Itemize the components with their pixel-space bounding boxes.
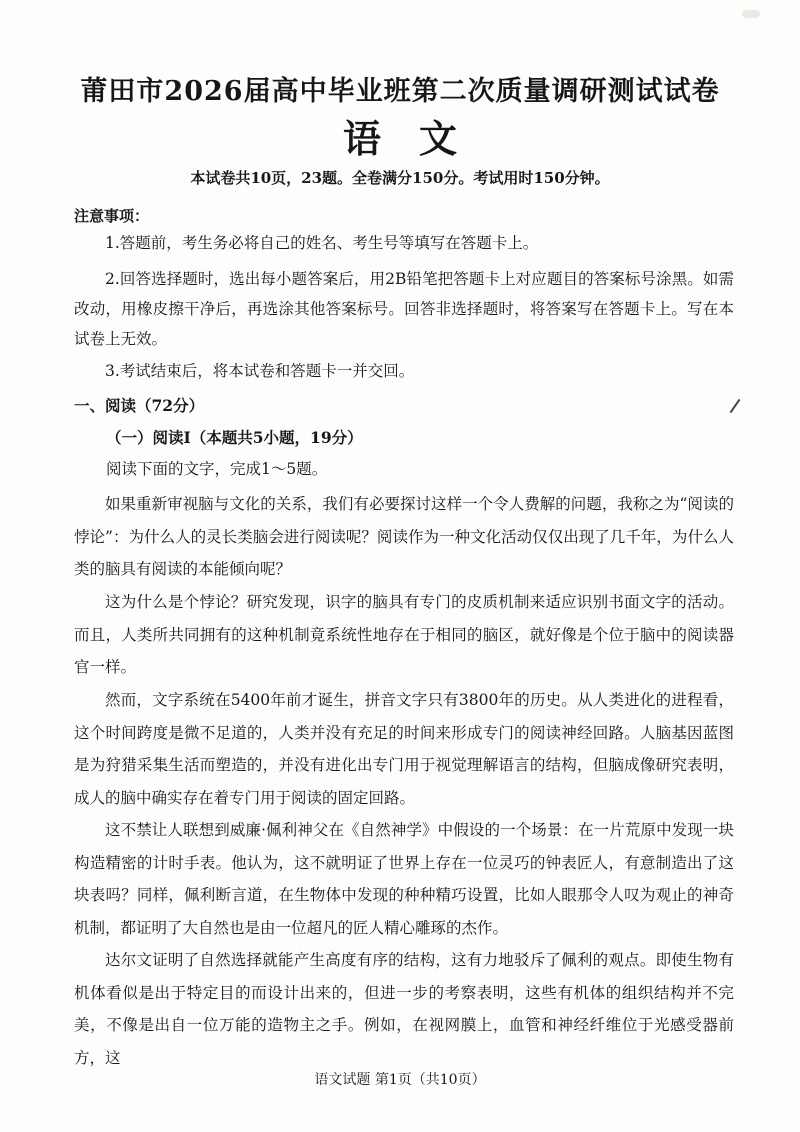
subsection-heading: （一）阅读Ⅰ（本题共5小题，19分） (106, 428, 363, 447)
passage-paragraph-4: 这不禁让人联想到威廉·佩利神父在《自然神学》中假设的一个场景：在一片荒原中发现一块构造精密的计时手表。他认为，这不就明证了世界上存在一位灵巧的钟表匠人，有意制造出了这块表吗？同样，佩利断言道，在生物体中发现的种种精巧设置，比如人眼那令人叹为观止的神奇机制，都证明了大自然也是由一位超凡的匠人精心雕琢的杰作。 (74, 821, 734, 937)
notice-item-1: 1.答题前，考生务必将自己的姓名、考生号等填写在答题卡上。 (105, 234, 539, 252)
passage-paragraph-1: 如果重新审视脑与文化的关系，我们有必要探讨这样一个令人费解的问题，我称之为“阅读的悖论”：为什么人的灵长类脑会进行阅读呢？阅读作为一种文化活动仅仅出现了几千年，为什么人类的脑具有阅读的本能倾向呢？ (74, 495, 734, 578)
notice-item-2: 2.回答选择题时，选出每小题答案后，用2B铅笔把答题卡上对应题目的答案标号涂黑。如需改动，用橡皮擦干净后，再选涂其他答案标号。回答非选择题时，将答案写在答题卡上。写在本试卷上无效。 (74, 270, 734, 348)
page-footer: 语文试题 第1页（共10页） (314, 1072, 486, 1088)
passage-paragraph-5: 达尔文证明了自然选择就能产生高度有序的结构，这有力地驳斥了佩利的观点。即使生物有机体看似是出于特定目的而设计出来的，但进一步的考察表明，这些有机体的组织结构并不完美，不像是出自一位万能的造物主之手。例如，在视网膜上，血管和神经纤维位于光感受器前方，这 (74, 951, 734, 1067)
passage-paragraph-2: 这为什么是个悖论？研究发现，识字的脑具有专门的皮质机制来适应识别书面文字的活动。而且，人类所共同拥有的这种机制竟系统性地存在于相同的脑区，就好像是个位于脑中的阅读器官一样。 (74, 593, 734, 676)
section-heading: 一、阅读（72分） (74, 396, 205, 415)
exam-title: 莆田市2026届高中毕业班第二次质量调研测试试卷 (80, 76, 720, 107)
exam-info: 本试卷共10页，23题。全卷满分150分。考试用时150分钟。 (190, 169, 610, 187)
notice-heading: 注意事项： (74, 207, 150, 225)
subject-title: 语 文 (342, 116, 457, 161)
scan-speck (742, 10, 760, 18)
passage-paragraph-3: 然而，文字系统在5400年前才诞生，拼音文字只有3800年的历史。从人类进化的进程看，这个时间跨度是微不足道的，人类并没有充足的时间来形成专门的阅读神经回路。人脑基因蓝图是为狩猎采集生活而塑造的，并没有进化出专门用于视觉理解语言的结构，但脑成像研究表明，成人的脑中确实存在着专门用于阅读的固定回路。 (74, 691, 734, 807)
notice-item-3: 3.考试结束后，将本试卷和答题卡一并交回。 (105, 362, 415, 380)
reading-instruction: 阅读下面的文字，完成1～5题。 (106, 460, 328, 478)
pen-mark (730, 399, 741, 413)
